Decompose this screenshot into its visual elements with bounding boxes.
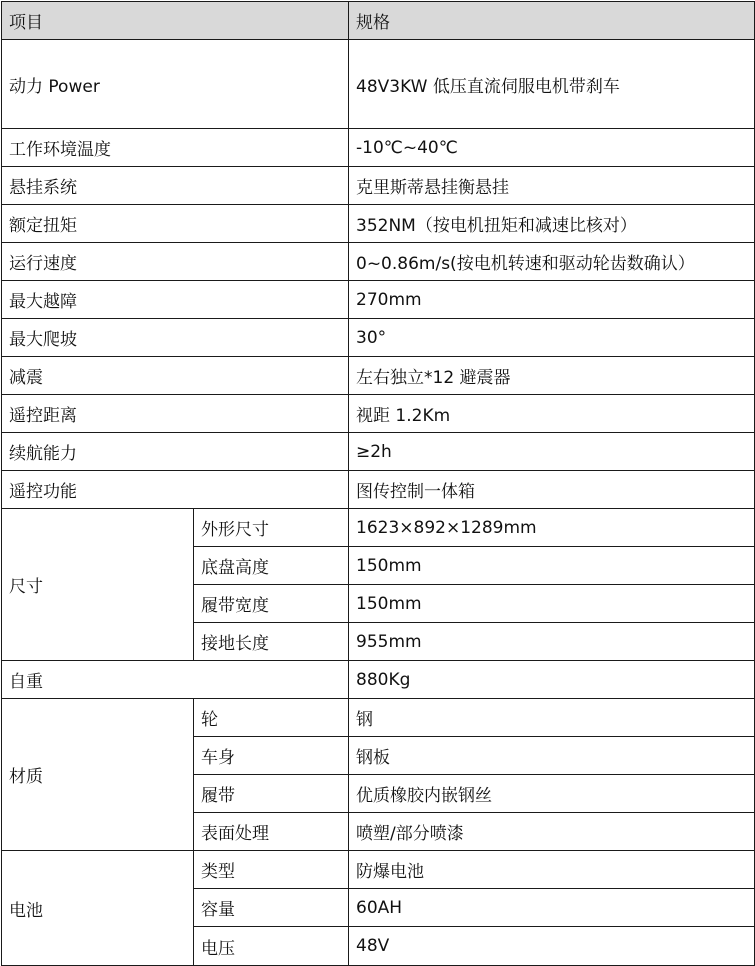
row-label: 遥控距离	[2, 395, 349, 433]
spec-table	[1, 1, 755, 966]
sub-label: 履带宽度	[194, 585, 349, 623]
row-label: 减震	[2, 357, 349, 395]
sub-value: 钢板	[349, 737, 755, 775]
row-value: 左右独立*12 避震器	[349, 357, 755, 395]
sub-value: 1623×892×1289mm	[349, 509, 755, 547]
sub-value: 955mm	[349, 623, 755, 661]
row-label: 额定扭矩	[2, 205, 349, 243]
row-label: 最大越障	[2, 281, 349, 319]
row-value: -10℃~40℃	[349, 129, 755, 167]
table-row	[2, 699, 755, 737]
table-row	[2, 167, 755, 205]
table-row	[2, 509, 755, 547]
row-value: 30°	[349, 319, 755, 357]
table-row	[2, 40, 755, 129]
sub-value: 防爆电池	[349, 851, 755, 889]
table-header-row	[2, 2, 755, 40]
row-label: 最大爬坡	[2, 319, 349, 357]
sub-label: 电压	[194, 927, 349, 966]
sub-value: 优质橡胶内嵌钢丝	[349, 775, 755, 813]
sub-label: 履带	[194, 775, 349, 813]
sub-label: 类型	[194, 851, 349, 889]
row-value: 克里斯蒂悬挂衡悬挂	[349, 167, 755, 205]
row-value: 0~0.86m/s(按电机转速和驱动轮齿数确认）	[349, 243, 755, 281]
row-label: 自重	[2, 661, 349, 699]
row-label: 运行速度	[2, 243, 349, 281]
sub-label: 轮	[194, 699, 349, 737]
table-row	[2, 471, 755, 509]
row-value: 880Kg	[349, 661, 755, 699]
sub-value: 150mm	[349, 585, 755, 623]
header-item: 项目	[2, 2, 349, 40]
table-row	[2, 129, 755, 167]
row-value: 图传控制一体箱	[349, 471, 755, 509]
table-row	[2, 319, 755, 357]
sub-value: 60AH	[349, 889, 755, 927]
sub-label: 底盘高度	[194, 547, 349, 585]
table-row	[2, 395, 755, 433]
sub-value: 150mm	[349, 547, 755, 585]
sub-label: 车身	[194, 737, 349, 775]
row-value: 270mm	[349, 281, 755, 319]
table-row	[2, 357, 755, 395]
table-row	[2, 243, 755, 281]
table-row	[2, 205, 755, 243]
size-group-label: 尺寸	[2, 509, 194, 661]
table-row	[2, 851, 755, 889]
row-value: 352NM（按电机扭矩和减速比核对）	[349, 205, 755, 243]
sub-label: 外形尺寸	[194, 509, 349, 547]
row-value: 48V3KW 低压直流伺服电机带刹车	[349, 40, 755, 129]
sub-value: 钢	[349, 699, 755, 737]
row-label: 遥控功能	[2, 471, 349, 509]
battery-group-label: 电池	[2, 851, 194, 966]
sub-label: 表面处理	[194, 813, 349, 851]
material-group-label: 材质	[2, 699, 194, 851]
header-spec: 规格	[349, 2, 755, 40]
table-row	[2, 281, 755, 319]
row-label: 续航能力	[2, 433, 349, 471]
sub-label: 容量	[194, 889, 349, 927]
sub-value: 喷塑/部分喷漆	[349, 813, 755, 851]
table-row	[2, 433, 755, 471]
row-label: 动力 Power	[2, 40, 349, 129]
row-label: 悬挂系统	[2, 167, 349, 205]
row-value: 视距 1.2Km	[349, 395, 755, 433]
row-label: 工作环境温度	[2, 129, 349, 167]
sub-value: 48V	[349, 927, 755, 966]
row-value: ≥2h	[349, 433, 755, 471]
table-row	[2, 661, 755, 699]
sub-label: 接地长度	[194, 623, 349, 661]
